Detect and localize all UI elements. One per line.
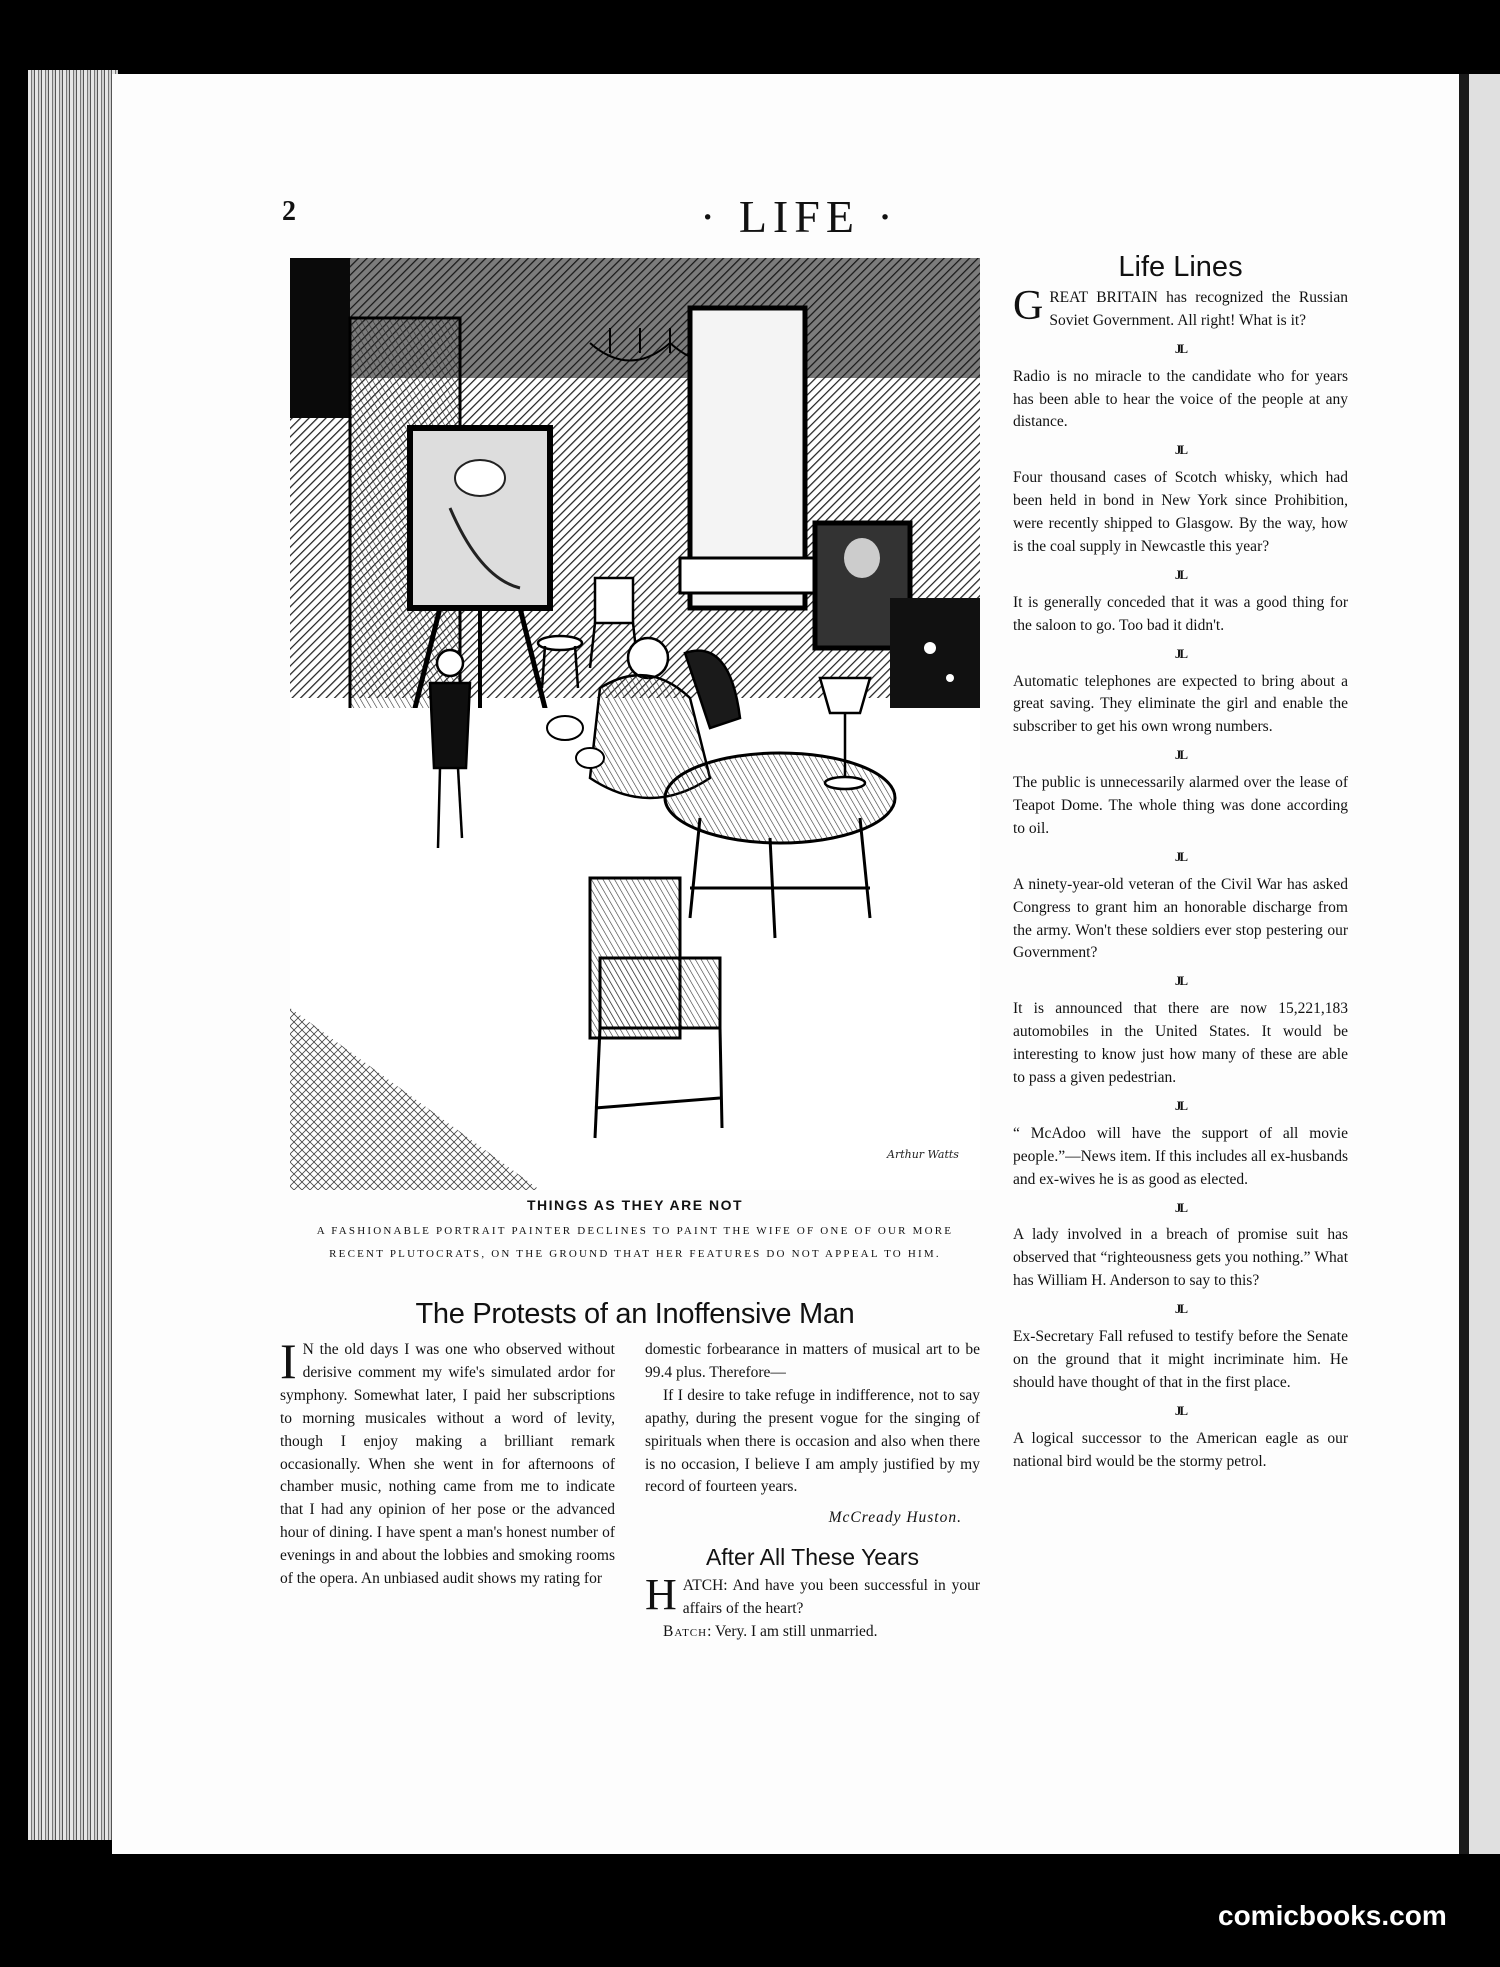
watermark: comicbooks.com [1218, 1900, 1447, 1931]
after-all-line-2: : Very. I am still unmarried. [707, 1622, 878, 1640]
life-lines-item: A ninety-year-old veteran of the Civil War has asked Congress to grant him an honorable discharge from the army. Won't these soldiers ever stop pestering our Government? [1013, 875, 1348, 962]
masthead: · LIFE · [700, 191, 899, 242]
divider-ornament: JL [1174, 1097, 1187, 1113]
article-paragraph-3: If I desire to take refuge in indifference, not to say apathy, during the present vogue for the singing of spirituals when there is occasion and also when there is no occasion, I believe I am amply justified by my record of fourteen years. [645, 1386, 980, 1496]
life-lines-item: A lady involved in a breach of promise suit has observed that “righteousness gets you nothing.” What has William H. Anderson to say to this? [1013, 1226, 1348, 1290]
after-all-reply [645, 1621, 980, 1644]
cartoon-illustration [290, 258, 980, 1190]
author-signature: McCready Huston. [828, 1509, 962, 1527]
after-all-line-1: ATCH: And have you been successful in your affairs of the heart? [682, 1577, 980, 1618]
article-title: The Protests of an Inoffensive Man [415, 1298, 855, 1330]
life-lines-item: Four thousand cases of Scotch whisky, which had been held in bond in New York since Prohibition, were recently shipped to Glasgow. By the way, how is the coal supply in Newcastle this year? [1013, 469, 1348, 555]
next-page-edge [1469, 74, 1500, 1854]
life-lines-item: Ex-Secretary Fall refused to testify before the Senate on the ground that it might incriminate him. He should have thought of that in the first place. [1013, 1328, 1348, 1391]
after-all-title: After All These Years [705, 1544, 920, 1571]
caption-title: THINGS AS THEY ARE NOT [526, 1197, 744, 1213]
divider-ornament: JL [1174, 848, 1187, 864]
article-paragraph-1: N the old days I was one who observed without derisive comment my wife's simulated ardor for symphony. Somewhat later, I paid her subscriptions to morning musicales without a word of levity, though I enjoy making a brilliant remark occasionally. When she went in for afternoons of chamber music, nothing came from me to indicate that I had any opinion of her pose or the advanced hour of dining. I have spent a man's honest number of evenings in and about the lobbies and smoking rooms of the opera. An unbiased audit shows my rating for [280, 1341, 615, 1588]
life-lines-column [1013, 251, 1348, 1474]
life-lines-item: The public is unnecessarily alarmed over the lease of Teapot Dome. The whole thing was done according to oil. [1013, 774, 1348, 837]
life-lines-item: “ McAdoo will have the support of all movie people.”—News item. If this includes all ex-husbands and ex-wives he is as good as elected. [1013, 1124, 1348, 1188]
article-column-middle [645, 1339, 980, 1644]
life-lines-item-text: REAT BRITAIN has recognized the Russian Soviet Government. All right! What is it? [1049, 288, 1348, 329]
after-all-text [645, 1570, 980, 1621]
caption-text: A FASHIONABLE PORTRAIT PAINTER DECLINES TO PAINT THE WIFE OF ONE OF OUR MORE RECENT PLUTOCRATS, ON THE GROUND THAT HER FEATURES DO NOT APPEAL TO HIM. [316, 1225, 954, 1260]
drop-cap: I [280, 1333, 297, 1389]
article-paragraph [280, 1333, 615, 1591]
divider-ornament: JL [1174, 645, 1187, 661]
divider-ornament: JL [1174, 1199, 1187, 1215]
artist-signature: Arthur Watts [887, 1148, 959, 1161]
life-lines-title: Life Lines [1118, 251, 1243, 283]
cartoon-drawing [290, 258, 980, 1190]
life-lines-item: A logical successor to the American eagle as our national bird would be the stormy petrol. [1013, 1429, 1348, 1470]
article-column-left [280, 1333, 615, 1591]
divider-ornament: JL [1174, 973, 1187, 989]
life-lines-item: Automatic telephones are expected to bring about a great saving. They eliminate the girl and enable the subscriber to get his own wrong numbers. [1013, 672, 1348, 736]
life-lines-item: It is generally conceded that it was a good thing for the saloon to go. Too bad it didn't. [1013, 593, 1348, 634]
page-number: 2 [282, 196, 296, 227]
divider-ornament: JL [1174, 566, 1187, 582]
divider-ornament: JL [1174, 1402, 1187, 1418]
book-page-edges [28, 70, 118, 1840]
life-lines-item [1013, 282, 1348, 333]
divider-ornament: JL [1174, 747, 1187, 763]
drop-cap: H [645, 1570, 677, 1620]
speaker-name: Batch [663, 1622, 708, 1640]
divider-ornament: JL [1174, 1301, 1187, 1317]
life-lines-item: Radio is no miracle to the candidate who for years has been able to hear the voice of the people at any distance. [1013, 367, 1348, 431]
drop-cap: G [1013, 282, 1044, 329]
divider-ornament: JL [1174, 340, 1187, 356]
life-lines-item: It is announced that there are now 15,221,183 automobiles in the United States. It would be interesting to know just how many of these are able to pass a given pedestrian. [1013, 1000, 1348, 1086]
divider-ornament: JL [1174, 442, 1187, 458]
article-paragraph-2: domestic forbearance in matters of musical art to be 99.4 plus. Therefore— [645, 1341, 980, 1381]
book-binding [1459, 74, 1469, 1854]
